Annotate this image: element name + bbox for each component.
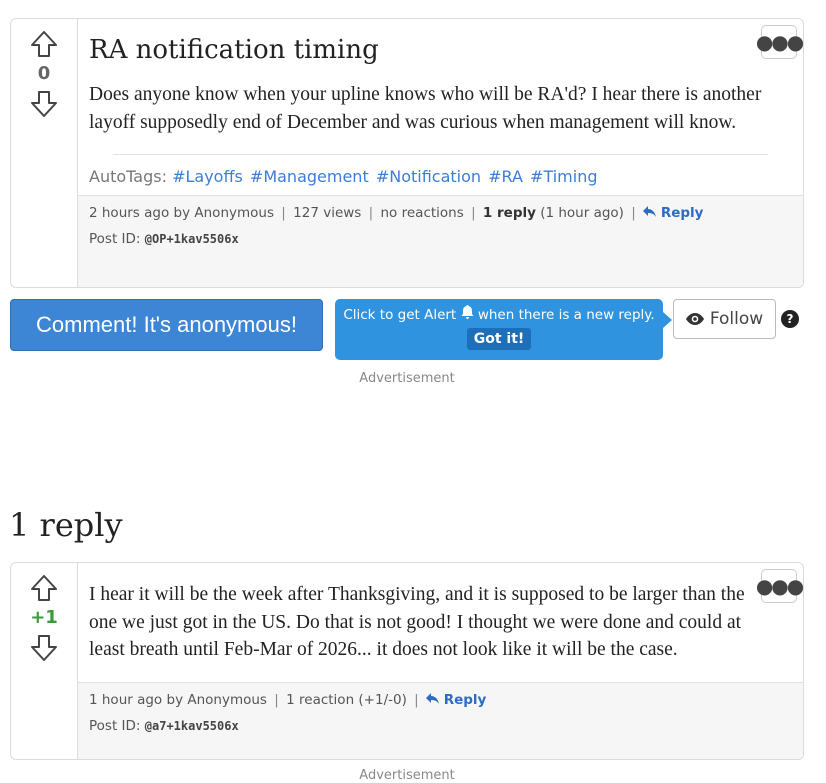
post-title: RA notification timing xyxy=(89,35,379,65)
post-reply-label: Reply xyxy=(660,205,704,221)
alert-tooltip xyxy=(335,299,663,360)
more-options-icon: ●●● xyxy=(755,574,803,598)
alert-text-after: when there is a new reply. xyxy=(477,307,655,323)
post-vote-column xyxy=(11,19,78,287)
reply-author: Anonymous xyxy=(187,691,267,708)
separator: | xyxy=(368,205,374,221)
post-reply-count[interactable]: 1 reply xyxy=(482,205,536,221)
bell-icon xyxy=(461,305,474,319)
post-reply-link[interactable] xyxy=(643,205,703,221)
post-author: Anonymous xyxy=(194,205,274,221)
reply-reply-link[interactable] xyxy=(426,692,486,708)
comment-button[interactable]: Comment! It's anonymous! xyxy=(10,299,323,351)
reply-more-button[interactable] xyxy=(755,569,803,603)
replies-heading: 1 reply xyxy=(9,506,123,544)
tag-link[interactable]: #Notification xyxy=(375,167,482,186)
post-meta xyxy=(78,195,803,287)
eye-icon xyxy=(686,313,704,325)
reply-vote-column xyxy=(11,563,78,759)
tag-link[interactable]: #Management xyxy=(249,167,369,186)
downvote-arrow-icon[interactable] xyxy=(29,89,59,119)
advertisement-label: Advertisement xyxy=(359,371,455,386)
reply-by: by xyxy=(166,691,184,708)
reply-meta xyxy=(78,682,803,760)
post-id: @OP+1kav5506x xyxy=(144,232,239,246)
separator: | xyxy=(631,205,636,221)
reply-id-label: Post ID: xyxy=(89,717,141,734)
reply-id: @a7+1kav5506x xyxy=(144,718,239,733)
reply-card xyxy=(10,562,804,760)
more-options-icon: ●●● xyxy=(755,30,803,54)
post-card xyxy=(10,18,804,288)
question-icon[interactable]: ? xyxy=(781,310,799,328)
upvote-arrow-icon[interactable] xyxy=(29,29,59,59)
reply-arrow-icon xyxy=(643,206,656,217)
post-body: Does anyone know when your upline knows who will be RA'd? I hear there is another layoff supposedly end of December and was curious when management will know. xyxy=(89,84,762,133)
advertisement-label: Advertisement xyxy=(359,768,455,783)
post-last-reply: (1 hour ago) xyxy=(540,205,624,221)
reply-body: I hear it will be the week after Thanksgiving, and it is supposed to be larger than the one we just got in the US. Do that is not good! I thought we were done and could at least breath until Feb-Mar of 2026... it does not look like it will be the case. xyxy=(89,584,745,660)
post-views: 127 views xyxy=(293,205,362,221)
tag-link[interactable]: #RA xyxy=(488,167,523,186)
separator: | xyxy=(274,691,279,708)
reply-reactions: 1 reaction (+1/-0) xyxy=(286,691,407,708)
post-vote-count: 0 xyxy=(37,63,51,84)
post-more-button[interactable] xyxy=(755,25,803,59)
got-it-button[interactable]: Got it! xyxy=(467,328,532,350)
upvote-arrow-icon[interactable] xyxy=(29,573,59,603)
reply-vote-count: +1 xyxy=(30,607,58,628)
auto-tags-label: AutoTags: xyxy=(89,167,167,186)
follow-label: Follow xyxy=(709,309,764,329)
reply-time: 1 hour ago xyxy=(89,691,163,708)
post-time: 2 hours ago xyxy=(89,205,170,221)
divider xyxy=(113,154,768,155)
alert-text-before: Click to get Alert xyxy=(343,307,457,323)
tag-link[interactable]: #Layoffs xyxy=(172,167,243,186)
tag-link[interactable]: #Timing xyxy=(530,167,598,186)
follow-button[interactable] xyxy=(673,299,776,339)
post-by: by xyxy=(173,205,191,221)
separator: | xyxy=(414,691,419,708)
post-reactions: no reactions xyxy=(380,205,464,221)
reply-arrow-icon xyxy=(426,693,439,704)
auto-tags xyxy=(89,167,792,195)
reply-reply-label: Reply xyxy=(443,691,487,708)
post-content xyxy=(78,19,803,287)
separator: | xyxy=(281,205,286,221)
downvote-arrow-icon[interactable] xyxy=(29,633,59,663)
post-id-label: Post ID: xyxy=(89,231,141,247)
separator: | xyxy=(471,205,476,221)
reply-content xyxy=(78,563,803,759)
